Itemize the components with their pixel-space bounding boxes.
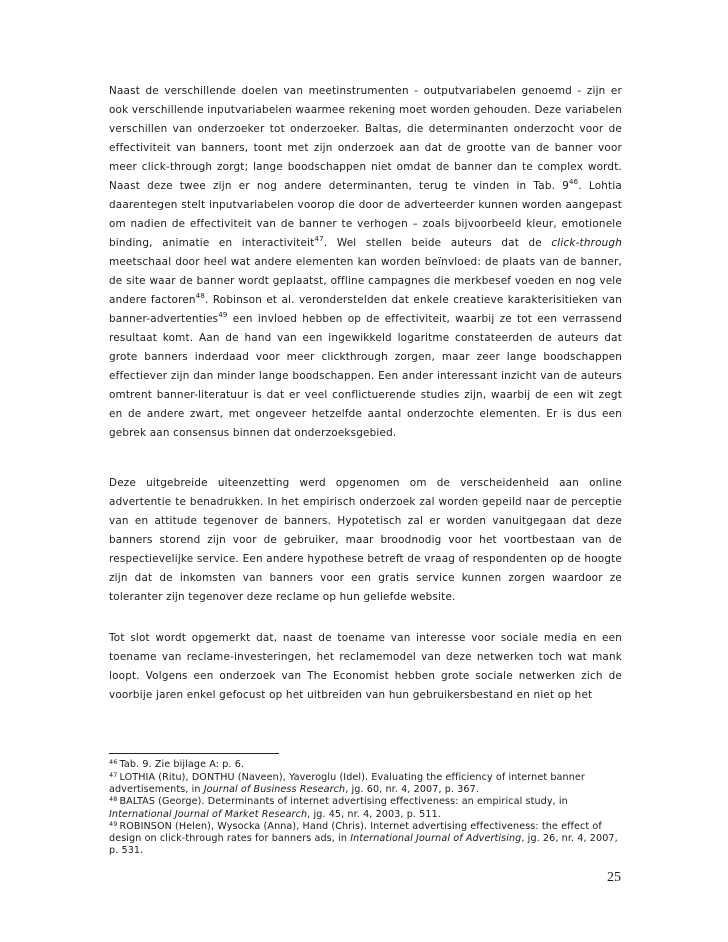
footnote-reference-48[interactable]: 48: [195, 291, 206, 300]
footnote-text: LOTHIA (Ritu), DONTHU (Naveen), Yaveroglu (Idel). Evaluating the efficiency of internet banner advertisements, in: [109, 771, 585, 796]
footnote-separator: [109, 753, 279, 754]
footnote-46: [109, 759, 629, 772]
journal-title: Journal of Business Research: [203, 784, 346, 796]
footnote-text: , jg. 60, nr. 4, 2007, p. 367.: [345, 784, 479, 796]
footnote-text: , jg. 26, nr. 4, 2007, p. 531.: [109, 833, 618, 856]
body-paragraph-3: Tot slot wordt opgemerkt dat, naast de toename van interesse voor sociale media en een toename van reclame-investeringen, het reclamemodel van deze netwerken toch wat mank loopt. Volgens een onderzoek van The Economist hebben grote sociale netwerken zich de voorbije jaren enkel gefocust op het uitbreiden van hun gebruikersbestand en niet op het: [109, 632, 622, 701]
paragraph-text: een invloed hebben op de effectiviteit, waarbij ze tot een verrassend resultaat komt. Aan de hand van een ingewikkeld logaritme constateerden de auteurs dat grote banners inderdaad voor meer clickthrough zorgen, maar zeer lange boodschappen effectiever zijn dan minder lange boodschappen. Een ander interessant inzicht van de auteurs omtrent banner-literatuur is dat er veel conflictuerende studies zijn, waarbij de een wit zegt en de andere zwart, met ongeveer hetzelfde aantal onderzochte elementen. Er is dus een gebrek aan consensus binnen dat onderzoeksgebied.: [109, 313, 622, 439]
footnote-mark: 47: [109, 770, 118, 779]
italic-term: click-through: [551, 237, 622, 249]
footnote-text: , jg. 45, nr. 4, 2003, p. 511.: [307, 808, 441, 820]
footnote-reference-47[interactable]: 47: [314, 234, 324, 243]
paragraph-text: . Robinson et al. veronderstelden dat enkele creatieve karakterisitieken van banner-advertenties: [109, 294, 622, 325]
footnote-text: ROBINSON (Helen), Wysocka (Anna), Hand (Chris). Internet advertising effectiveness: the effect of design on click-through rates for banners ads, in: [109, 820, 602, 845]
paragraph-text: meetschaal door heel wat andere elementen kan worden beïnvloed: de plaats van de banner, de site waar de banner wordt geplaatst, offline campagnes die merkbesef voeden en nog vele andere factoren: [109, 256, 622, 306]
footnote-47: [109, 772, 629, 796]
footnote-text: BALTAS (George). Determinants of internet advertising effectiveness: an empirical study, in: [119, 796, 568, 808]
paragraph-text: . Wel stellen beide auteurs dat de: [323, 237, 552, 249]
body-paragraph-2: Deze uitgebreide uiteenzetting werd opgenomen om de verscheidenheid aan online advertentie te benadrukken. In het empirisch onderzoek zal worden gepeild naar de perceptie van en attitude tegenover de banners. Hypotetisch zal er worden vanuitgegaan dat deze banners storend zijn voor de gebruiker, maar broodnodig voor het voortbestaan van de respectievelijke service. Een andere hypothese betreft de vraag of respondenten op de hoogte zijn dat de inkomsten van banners voor een gratis service kunnen zorgen waardoor ze toleranter zijn tegenover deze reclame op hun geliefde website.: [109, 477, 622, 603]
journal-title: International Journal of Advertising: [350, 833, 522, 845]
footnote-mark: 46: [109, 758, 118, 766]
page-number: 25: [607, 870, 621, 885]
footnotes-section: [109, 759, 629, 857]
paragraph-text: . Lohtia daarentegen stelt inputvariabelen voorop die door de adverteerder kunnen worden aangepast om nadien de effectiviteit van de banner te verhogen – zoals bijvoorbeeld kleur, emotionele binding, animatie en interactiviteit: [109, 180, 622, 249]
footnote-text: Tab. 9. Zie bijlage A: p. 6.: [119, 759, 245, 770]
journal-title: International Journal of Market Research: [109, 808, 308, 820]
footnote-49: [109, 821, 629, 857]
body-paragraph-1: [109, 82, 622, 443]
footnote-48: [109, 796, 629, 820]
footnote-mark: 48: [109, 795, 118, 804]
paragraph-text: Naast de verschillende doelen van meetinstrumenten - outputvariabelen genoemd - zijn er ook verschillende inputvariabelen waarmee rekening moet worden gehouden. Deze variabelen verschillen van onderzoeker tot onderzoeker. Baltas, die determinanten onderzocht voor de effectiviteit van banners, toont met zijn onderzoek aan dat de grootte van de banner voor meer click-through zorgt; lange boodschappen niet omdat de banner dan te complex wordt. Naast deze twee zijn er nog andere determinanten, terug te vinden in Tab. 9: [109, 85, 622, 192]
footnote-reference-46[interactable]: 46: [569, 177, 579, 186]
footnote-mark: 49: [109, 819, 118, 828]
footnote-reference-49[interactable]: 49: [218, 310, 228, 319]
